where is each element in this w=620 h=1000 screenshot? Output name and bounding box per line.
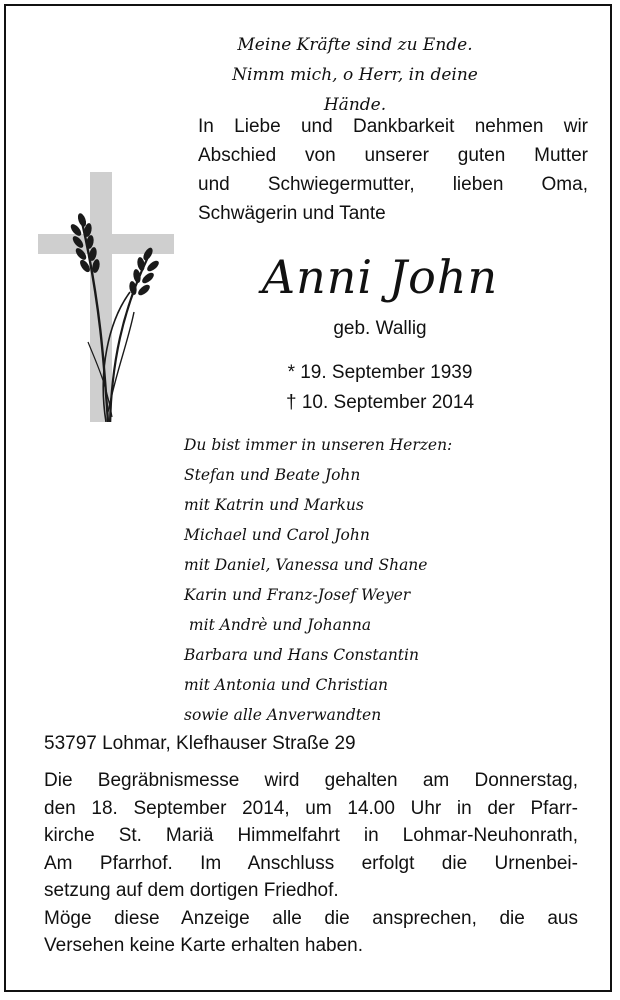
mourner-line: mit Andrè und Johanna <box>184 616 372 634</box>
intro-line: Abschied von unserer guten Mutter <box>198 145 588 166</box>
life-dates <box>230 358 530 418</box>
notice-line: kirche St. Mariä Himmelfahrt in Lohmar-Neuhonrath, <box>44 825 578 846</box>
intro-line: und Schwiegermutter, lieben Oma, <box>198 174 588 195</box>
mourner-line: Stefan und Beate John <box>184 466 361 484</box>
deceased-name: Anni John <box>261 250 499 304</box>
notice-line: setzung auf dem dortigen Friedhof. <box>44 880 339 901</box>
intro-line: In Liebe und Dankbarkeit nehmen wir <box>198 116 588 137</box>
verse <box>200 30 510 120</box>
notice-line: Am Pfarrhof. Im Anschluss erfolgt die Urnenbei- <box>44 852 578 874</box>
notice-line: Versehen keine Karte erhalten haben. <box>44 935 364 956</box>
death-date: † 10. September 2014 <box>285 392 475 413</box>
mourner-line: Barbara und Hans Constantin <box>184 646 419 664</box>
mourners-list <box>184 430 452 730</box>
mourner-line: Karin und Franz-Josef Weyer <box>184 586 411 604</box>
intro-line: Schwägerin und Tante <box>198 203 386 224</box>
notice-line: den 18. September 2014, um 14.00 Uhr in der Pfarr- <box>44 797 578 819</box>
verse-line: Meine Kräfte sind zu Ende. <box>237 35 473 55</box>
verse-line: Nimm mich, o Herr, in deine Hände. <box>232 65 478 115</box>
funeral-notice <box>44 767 578 960</box>
notice-line: Die Begräbnismesse wird gehalten am Donnerstag, <box>44 770 578 791</box>
mourner-line: sowie alle Anverwandten <box>184 706 382 724</box>
mourner-line: mit Katrin und Markus <box>184 496 364 514</box>
maiden-name: geb. Wallig <box>333 318 427 339</box>
cross-with-wheat-icon <box>38 172 178 422</box>
mourner-line: Michael und Carol John <box>184 526 370 544</box>
mourner-line: Du bist immer in unseren Herzen: <box>184 436 453 454</box>
notice-line: Möge diese Anzeige alle die ansprechen, die aus <box>44 907 578 929</box>
mourner-line: mit Antonia und Christian <box>184 676 389 694</box>
intro-text <box>198 112 588 228</box>
birth-date: * 19. September 1939 <box>287 362 473 383</box>
mourner-line: mit Daniel, Vanessa und Shane <box>184 556 428 574</box>
address: 53797 Lohmar, Klefhauser Straße 29 <box>44 733 356 754</box>
